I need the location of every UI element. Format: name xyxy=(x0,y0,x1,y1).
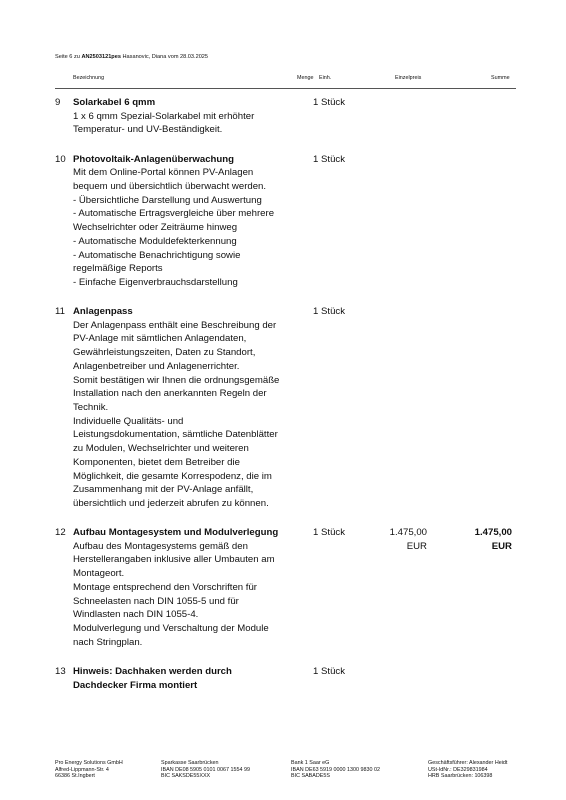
item-description-line: Montageort. xyxy=(73,568,125,580)
item-description-line: - Einfache Eigenverbrauchsdarstellung xyxy=(73,276,238,288)
item-description-line: Schneelasten nach DIN 1055-5 und für xyxy=(73,595,239,607)
item-title-line: Dachdecker Firma montiert xyxy=(73,679,198,691)
footer-line: Bank 1 Saar eG xyxy=(291,760,330,766)
item-description-line: übersichtlich und jederzeit abrufen zu können. xyxy=(73,497,269,509)
column-description: Bezeichnung xyxy=(73,75,105,81)
item-description-line: Möglichkeit, die gesamte Korrespodenz, die im xyxy=(73,470,272,482)
item-position: 13 xyxy=(55,665,66,677)
item-description-line: Modulverlegung und Verschaltung der Module xyxy=(73,623,269,634)
item-description xyxy=(73,110,318,137)
footer-line: Sparkasse Saarbrücken xyxy=(161,760,219,766)
item-description-line: Temperatur- und UV-Beständigkeit. xyxy=(73,124,223,136)
customer-date: Hasanovic, Diana vom 28.03.2025 xyxy=(122,54,209,60)
footer-bank-1 xyxy=(161,760,250,780)
item-description-line: nach Stringplan. xyxy=(73,636,143,648)
item-description-line: Leistungsdokumentation, sämtliche Datenblätter xyxy=(73,429,278,441)
item-description-line: Zusammenhang mit der PV-Anlage anfällt, xyxy=(73,484,254,496)
item-title xyxy=(73,96,313,110)
footer-line: IBAN DE63 5919 0000 1300 9830 02 xyxy=(291,766,381,773)
item-description-line: Somit bestätigen wir Ihnen die ordnungsgemäße xyxy=(73,374,280,386)
item-quantity: 1 Stück xyxy=(313,306,345,318)
footer-company xyxy=(55,760,123,780)
item-description-line: Individuelle Qualitäts- und xyxy=(73,415,184,427)
column-header-row xyxy=(55,75,516,85)
footer-bank-2 xyxy=(291,760,380,780)
document-id: AN2503121pes xyxy=(81,54,121,60)
item-description-line: Installation nach den anerkannten Regeln der xyxy=(73,388,267,400)
column-quantity: Menge xyxy=(297,75,314,81)
footer-line: Pro Energy Solutions GmbH xyxy=(55,760,123,766)
column-total: Summe xyxy=(491,75,510,81)
item-description-line: Montage entsprechend den Vorschriften für xyxy=(73,581,257,593)
item-description-line: - Automatische Benachrichtigung sowie xyxy=(73,249,241,261)
footer-line: BIC SABADE5S xyxy=(291,773,330,780)
column-unit-price: Einzelpreis xyxy=(395,75,422,81)
item-quantity: 1 Stück xyxy=(313,527,345,539)
item-quantity: 1 Stück xyxy=(313,665,345,677)
item-description-line: Windlasten nach DIN 1055-4. xyxy=(73,609,199,621)
item-description-line: Technik. xyxy=(73,402,109,413)
item-title xyxy=(73,305,313,319)
item-description xyxy=(73,540,318,650)
item-description xyxy=(73,166,318,289)
item-title-line: Solarkabel 6 qmm xyxy=(73,97,156,108)
item-description-line: Gewährleistungszeiten, Daten zu Standort, xyxy=(73,347,256,359)
item-unit-price: 1.475,00 EUR xyxy=(389,527,427,552)
footer-line: USt-IdNr.: DE329831984 xyxy=(428,766,488,773)
item-quantity: 1 Stück xyxy=(313,153,345,165)
item-description-line: - Automatische Moduldefekterkennung xyxy=(73,235,237,247)
item-title xyxy=(73,526,313,540)
item-title-line: Photovoltaik-Anlagenüberwachung xyxy=(73,153,234,165)
item-description-line: Anlagenbetreiber und Anlagenerrichter. xyxy=(73,360,240,372)
item-title-line: Aufbau Montagesystem und Modulverlegung xyxy=(73,527,279,539)
footer-line: IBAN DE08 5905 0101 0067 1554 99 xyxy=(161,766,251,773)
item-title-line: Anlagenpass xyxy=(73,306,133,318)
item-position: 10 xyxy=(55,153,66,165)
footer-line: Geschäftsführer: Alexander Heidt xyxy=(428,760,508,766)
header-divider xyxy=(55,88,516,89)
item-title xyxy=(73,665,313,692)
item-quantity: 1 Stück xyxy=(313,97,345,108)
item-description-line: 1 x 6 qmm Spezial-Solarkabel mit erhöhter xyxy=(73,110,255,122)
page-header xyxy=(55,54,208,60)
item-description-line: Der Anlagenpass enthält eine Beschreibung der xyxy=(73,319,277,331)
item-title-line: Hinweis: Dachhaken werden durch xyxy=(73,665,232,677)
item-description-line: PV-Anlage mit sämtlichen Anlagendaten, xyxy=(73,333,247,345)
item-description-line: Herstellerangaben inklusive aller Umbauten am xyxy=(73,554,275,566)
item-description-line: zu Modulen, Wechselrichter und weiteren xyxy=(73,443,249,455)
item-title xyxy=(73,153,313,167)
footer-line: 66386 St.Ingbert xyxy=(55,773,95,780)
item-description-line: Mit dem Online-Portal können PV-Anlagen xyxy=(73,167,254,179)
footer-line: Alfred-Lippmann-Str. 4 xyxy=(55,766,109,773)
item-description-line: - Übersichtliche Darstellung und Auswertung xyxy=(73,194,262,206)
item-description xyxy=(73,319,318,511)
footer-line: HRB Saarbrücken: 106398 xyxy=(428,773,493,780)
item-description-line: Aufbau des Montagesystems gemäß den xyxy=(73,540,248,552)
column-unit: Einh. xyxy=(319,75,332,81)
item-description-line: regelmäßige Reports xyxy=(73,263,163,275)
item-position: 11 xyxy=(55,306,65,318)
item-position: 12 xyxy=(55,527,66,539)
item-total: 1.475,00 EUR xyxy=(474,527,512,552)
footer-line: BIC SAKSDE55XXX xyxy=(161,773,211,780)
footer-management xyxy=(428,760,507,780)
item-description-line: bequem und übersichtlich überwacht werden. xyxy=(73,180,267,192)
item-description-line: Komponenten, bietet dem Betreiber die xyxy=(73,456,240,468)
item-description-line: Wechselrichter oder Zeiträume hinweg xyxy=(73,222,238,234)
item-position: 9 xyxy=(55,97,61,108)
page-label: Seite 6 zu xyxy=(55,54,80,60)
item-description-line: - Automatische Ertragsvergleiche über mehrere xyxy=(73,208,275,220)
